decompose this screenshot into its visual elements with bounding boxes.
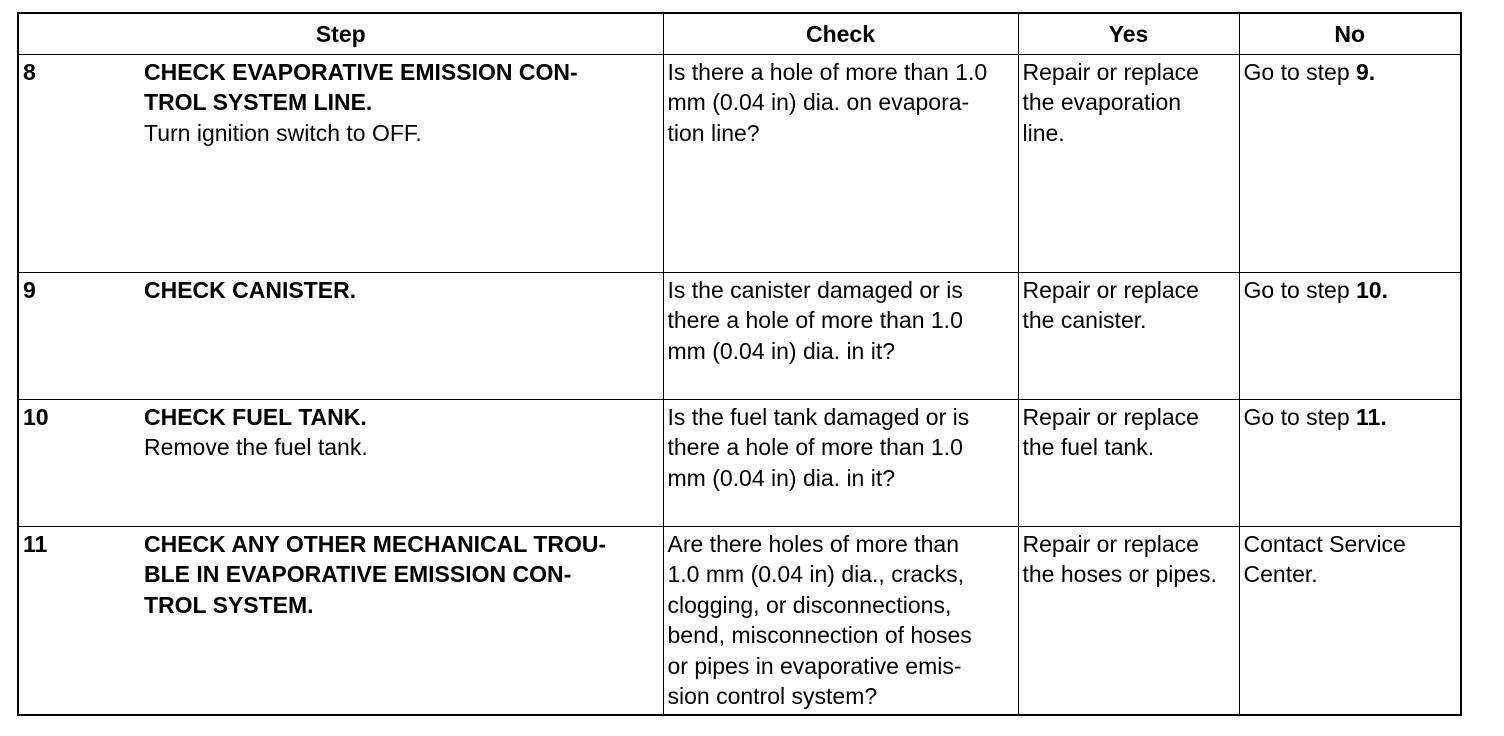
header-yes: Yes [1018,13,1239,55]
check-line: 1.0 mm (0.04 in) dia., cracks, [667,561,965,588]
step-cell [18,527,663,715]
check-line: mm (0.04 in) dia. in it? [667,337,896,364]
no-line: Center. [1243,561,1318,588]
check-line: Is the fuel tank damaged or is [667,404,970,430]
no-prefix: Go to step [1243,277,1357,303]
check-cell [663,527,1018,715]
yes-line: the canister. [1022,307,1147,334]
table-row [18,400,1461,527]
check-line: or pipes in evaporative emis- [667,652,962,679]
yes-cell [1018,273,1239,400]
troubleshooting-table [17,12,1462,716]
yes-line: Repair or replace [1022,277,1199,303]
check-line: Is the canister damaged or is [667,277,963,303]
yes-line: the hoses or pipes. [1022,561,1217,588]
no-cell [1239,55,1461,273]
no-step-ref: 10. [1356,277,1388,303]
yes-line: Repair or replace [1022,59,1199,85]
yes-line: Repair or replace [1022,404,1199,430]
check-line: there a hole of more than 1.0 [667,307,963,334]
step-detail: Remove the fuel tank. [144,434,368,461]
no-cell [1239,273,1461,400]
header-no: No [1239,13,1461,55]
step-number: 11 [23,531,48,557]
check-line: there a hole of more than 1.0 [667,434,963,461]
yes-cell [1018,400,1239,527]
yes-cell [1018,55,1239,273]
no-prefix: Go to step [1243,404,1357,430]
step-number: 8 [23,59,36,85]
header-row [18,13,1461,55]
step-title [144,275,659,305]
step-title-line: CHECK EVAPORATIVE EMISSION CON- [144,59,578,85]
no-line: Contact Service [1243,531,1406,557]
step-number: 9 [23,277,36,303]
step-title-line: CHECK CANISTER. [144,277,357,303]
yes-line: the evaporation [1022,89,1182,116]
step-title-line: TROL SYSTEM LINE. [144,89,373,116]
header-check: Check [663,13,1018,55]
yes-line: Repair or replace [1022,531,1199,557]
check-line: tion line? [667,119,760,146]
table-row [18,273,1461,400]
no-cell [1239,400,1461,527]
step-cell [18,55,663,273]
check-line: Are there holes of more than [667,531,959,557]
table-row [18,55,1461,273]
check-line: mm (0.04 in) dia. in it? [667,464,896,491]
yes-cell [1018,527,1239,715]
step-title [144,402,659,432]
step-cell [18,400,663,527]
step-title [144,529,659,620]
check-cell [663,400,1018,527]
step-title [144,57,659,118]
no-cell [1239,527,1461,715]
yes-line: line. [1022,119,1065,146]
step-detail: Turn ignition switch to OFF. [144,119,422,146]
step-title-line: TROL SYSTEM. [144,591,314,618]
table-row [18,527,1461,715]
check-line: bend, misconnection of hoses [667,622,972,649]
check-line: clogging, or disconnections, [667,591,952,618]
step-title-line: BLE IN EVAPORATIVE EMISSION CON- [144,561,572,588]
no-prefix: Go to step [1243,59,1357,85]
check-cell [663,273,1018,400]
header-step: Step [18,13,663,55]
step-number: 10 [23,404,49,430]
check-line: Is there a hole of more than 1.0 [667,59,988,85]
step-cell [18,273,663,400]
check-line: sion control system? [667,683,878,710]
check-cell [663,55,1018,273]
yes-line: the fuel tank. [1022,434,1155,461]
no-step-ref: 9. [1356,59,1376,85]
no-step-ref: 11. [1356,404,1387,430]
check-line: mm (0.04 in) dia. on evapora- [667,89,970,116]
step-title-line: CHECK FUEL TANK. [144,404,367,430]
step-title-line: CHECK ANY OTHER MECHANICAL TROU- [144,531,607,557]
